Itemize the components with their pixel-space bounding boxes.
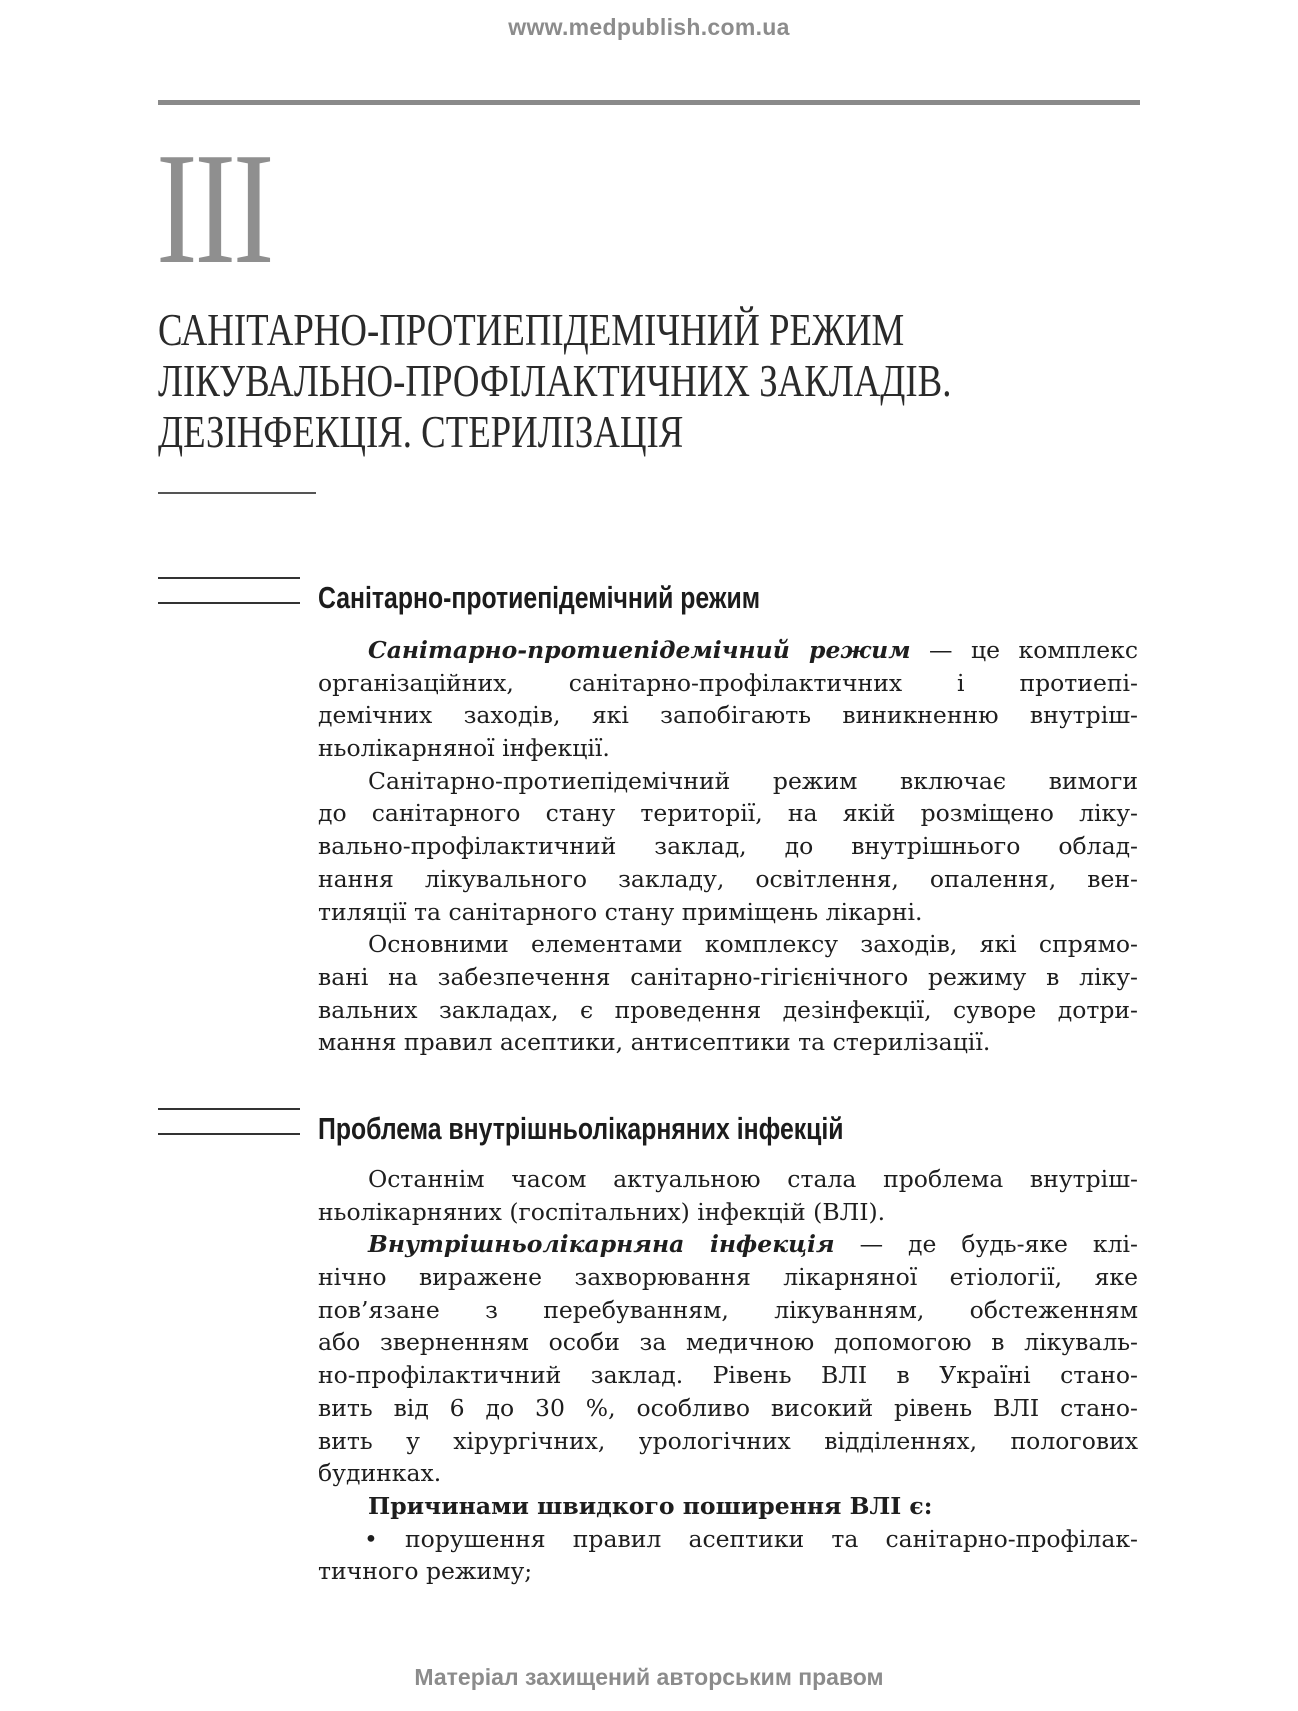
text-line: мання правил асептики, антисептики та стерилізації. <box>318 1028 991 1057</box>
section-rule <box>158 602 300 604</box>
text-line: пов’язане з перебуванням, лікуванням, обстеженням <box>318 1295 1138 1324</box>
text-line: Останнім часом актуальною стала проблема внутріш- <box>368 1165 1138 1193</box>
text-line: вані на забезпечення санітарно-гігієнічного режиму в ліку- <box>318 962 1138 991</box>
text-line <box>318 1228 1138 1261</box>
chapter-title-line: ДЕЗІНФЕКЦІЯ. СТЕРИЛІЗАЦІЯ <box>158 406 684 457</box>
section-heading-sanitary-regime: Санітарно-протиепідемічний режим <box>318 580 761 615</box>
chapter-title-line: САНІТАРНО-ПРОТИЕПІДЕМІЧНИЙ РЕЖИМ <box>158 304 905 355</box>
text-line: но-профілактичний заклад. Рівень ВЛІ в Україні стано- <box>318 1361 1138 1390</box>
text-line: нічно виражене захворювання лікарняної етіології, яке <box>318 1263 1138 1292</box>
section-heading-nosocomial-infections: Проблема внутрішньолікарняних інфекцій <box>318 1111 844 1146</box>
text-fragment: — це комплекс <box>910 636 1138 664</box>
text-line <box>318 634 1138 667</box>
text-line: вить у хірургічних, урологічних відділеннях, пологових <box>318 1426 1138 1455</box>
text-line: вально-профілактичний заклад, до внутрішнього облад- <box>318 832 1138 861</box>
copyright-note: Матеріал захищений авторським правом <box>414 1664 884 1690</box>
text-line: до санітарного стану території, на якій розміщено ліку- <box>318 799 1138 828</box>
section-body-nosocomial-infections <box>318 1163 1138 1588</box>
top-rule <box>158 100 1140 105</box>
section-rule <box>158 577 300 579</box>
text-line: ньолікарняних (госпітальних) інфекцій (ВЛІ). <box>318 1197 886 1226</box>
defined-term: Внутрішньолікарняна інфекція <box>368 1230 835 1259</box>
text-line: організаційних, санітарно-профілактичних і протиепі- <box>318 668 1138 697</box>
text-line: Основними елементами комплексу заходів, які спрямо- <box>368 930 1138 959</box>
text-line: будинках. <box>318 1459 442 1488</box>
chapter-title-line: ЛІКУВАЛЬНО-ПРОФІЛАКТИЧНИХ ЗАКЛАДІВ. <box>158 355 952 406</box>
bullet-mark: • <box>364 1524 378 1553</box>
text-line: вальних закладах, є проведення дезінфекції, суворе дотри- <box>318 995 1138 1024</box>
text-line: ньолікарняної інфекції. <box>318 734 610 763</box>
text-fragment: — де будь-яке клі- <box>834 1230 1138 1259</box>
text-line: демічних заходів, які запобігають виникненню внутріш- <box>318 701 1138 730</box>
text-line: або зверненням особи за медичною допомогою в лікуваль- <box>318 1328 1138 1357</box>
text-line: тичного режиму; <box>318 1557 533 1586</box>
causes-heading: Причинами швидкого поширення ВЛІ є: <box>368 1491 933 1520</box>
section-rule <box>158 1108 300 1110</box>
text-line: тиляції та санітарного стану приміщень лікарні. <box>318 897 923 926</box>
chapter-title <box>158 304 1198 457</box>
text-fragment: порушення правил асептики та санітарно-профілак- <box>377 1524 1138 1553</box>
text-line: вить від 6 до 30 %, особливо високий рівень ВЛІ стано- <box>318 1393 1138 1422</box>
title-rule <box>158 492 316 494</box>
text-line: Санітарно-протиепідемічний режим включає вимоги <box>368 766 1138 795</box>
chapter-number: III <box>156 119 272 297</box>
text-line: нання лікувального закладу, освітлення, опалення, вен- <box>318 864 1138 893</box>
site-url: www.medpublish.com.ua <box>508 14 790 40</box>
defined-term: Санітарно-протиепідемічний режим <box>368 636 911 664</box>
section-body-sanitary-regime <box>318 634 1138 1059</box>
bullet-line <box>318 1523 1138 1556</box>
section-rule <box>158 1133 300 1135</box>
